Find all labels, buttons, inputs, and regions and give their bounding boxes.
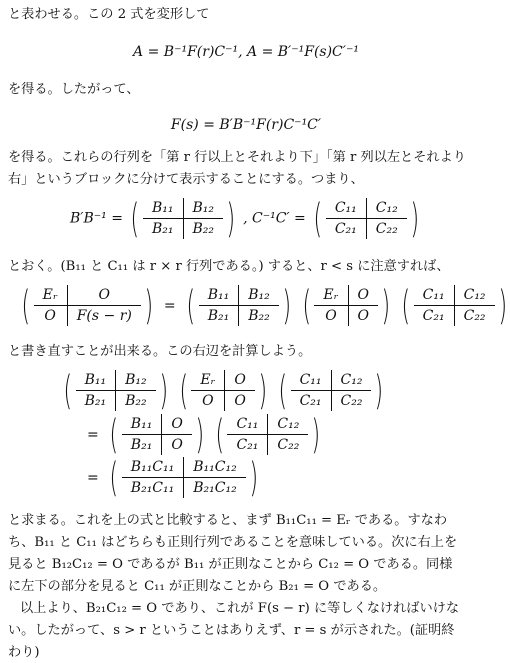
- text-line-6c: 見ると B₁₂C₁₂ = O であるが B₁₁ が正則なことから C₁₂ = O である。同様: [8, 557, 453, 572]
- paren-right: ): [282, 282, 291, 329]
- cell: O: [348, 285, 378, 306]
- paren-left: (: [130, 195, 140, 242]
- paren-right: ): [144, 282, 153, 329]
- matrix-F-blocks: [18, 282, 156, 329]
- text-line-3b: 右」というブロックに分けて表示することにする。つまり、: [8, 172, 364, 187]
- cell: C₁₂: [454, 285, 494, 306]
- text-line-5: と書き直すことが出来る。この右辺を計算しよう。: [8, 344, 312, 359]
- paren-right: ): [374, 367, 384, 414]
- matrix-B-blocks: [127, 195, 238, 242]
- cell: B₁₁: [76, 370, 116, 391]
- cell: B₁₁: [199, 285, 239, 306]
- cell: O: [171, 437, 183, 453]
- cell: B₂₁: [122, 435, 162, 456]
- cell: B₁₂: [116, 370, 156, 391]
- cell: O: [191, 391, 225, 412]
- cell: Eᵣ: [34, 285, 68, 306]
- cell: C₁₁: [291, 370, 331, 391]
- cell: B₁₂: [239, 285, 279, 306]
- text-line-1: と表わせる。この 2 式を変形して: [8, 7, 210, 22]
- matrix-C-blocks: [212, 411, 324, 458]
- text-line-4: とおく。(B₁₁ と C₁₁ は r × r 行列である。) すると、r < s に注意すれば、: [8, 259, 450, 274]
- cell: O: [314, 306, 348, 327]
- matrix-C-blocks: [275, 367, 387, 414]
- paren-right: ): [381, 282, 391, 329]
- paren-right: ): [159, 367, 168, 414]
- equation-1: A = B⁻¹F(r)C⁻¹, A = B′⁻¹F(s)C′⁻¹: [133, 44, 359, 60]
- paren-left: (: [63, 367, 73, 414]
- paren-left: (: [179, 367, 188, 414]
- cell: C₂₁: [326, 219, 366, 240]
- cell: B₁₁: [122, 414, 162, 435]
- paren-left: (: [109, 411, 119, 458]
- text-line-6a: と求まる。これを上の式と比較すると、まず B₁₁C₁₁ = Eᵣ である。すなわ: [8, 513, 448, 528]
- cell: O: [67, 285, 141, 306]
- text-line-6b: ち、B₁₁ と C₁₁ はどちらも正則行列であることを意味している。次に右上を: [8, 535, 458, 550]
- cell: B₂₁: [76, 391, 116, 412]
- cell: B₁₁C₁₂: [184, 457, 246, 478]
- cell: Eᵣ: [314, 285, 348, 306]
- cell: C₁₂: [268, 414, 308, 435]
- eq3-lhs-1: B′B⁻¹ =: [70, 210, 123, 227]
- cell: Eᵣ: [191, 370, 225, 391]
- cell: B₁₂: [183, 198, 223, 219]
- cell: F(s − r): [76, 308, 132, 324]
- eq3-lhs-2: , C⁻¹C′ =: [243, 210, 306, 227]
- matrix-E-blocks: [176, 367, 271, 414]
- paren-left: (: [109, 454, 119, 501]
- cell: O: [162, 414, 192, 435]
- cell: O: [234, 393, 246, 409]
- cell: C₂₁: [291, 391, 331, 412]
- cell: B₂₁C₁₂: [193, 480, 237, 496]
- text-line-2: を得る。したがって、: [8, 82, 140, 97]
- matrix-B-reduced: [106, 411, 207, 458]
- cell: B₂₁: [143, 219, 183, 240]
- matrix-C-blocks: [310, 195, 422, 242]
- matrix-B-blocks: [183, 282, 294, 329]
- cell: B₂₁C₁₁: [122, 478, 184, 499]
- matrix-product: [106, 454, 261, 501]
- computation-line-2: [84, 411, 324, 458]
- paren-left: (: [302, 282, 311, 329]
- equals-sign: =: [163, 297, 176, 314]
- paren-left: (: [401, 282, 411, 329]
- cell: C₂₂: [340, 393, 363, 409]
- cell: C₁₂: [366, 198, 406, 219]
- cell: C₂₂: [463, 308, 486, 324]
- cell: C₂₂: [277, 437, 300, 453]
- cell: O: [34, 306, 68, 327]
- equation-4: [18, 282, 510, 329]
- paren-left: (: [215, 411, 224, 458]
- paren-right: ): [498, 282, 507, 329]
- paren-right: ): [249, 454, 258, 501]
- cell: O: [357, 308, 369, 324]
- matrix-B-blocks: [60, 367, 171, 414]
- matrix-E-blocks: [299, 282, 394, 329]
- text-line-3a: を得る。これらの行列を「第 r 行以上とそれより下」「第 r 列以左とそれより: [8, 150, 466, 165]
- cell: C₁₁: [414, 285, 454, 306]
- computation-line-3: [84, 454, 261, 501]
- paren-left: (: [21, 282, 31, 329]
- equals-sign: =: [87, 469, 99, 486]
- paren-right: ): [226, 195, 236, 242]
- text-line-7c: わり): [8, 645, 40, 660]
- cell: C₂₂: [375, 221, 398, 237]
- computation-line-1: [60, 367, 387, 414]
- paren-right: ): [258, 367, 267, 414]
- paren-left: (: [278, 367, 288, 414]
- text-line-6d: に左下の部分を見ると C₁₁ が正則なことから B₂₁ = O である。: [8, 579, 387, 594]
- paren-left: (: [313, 195, 323, 242]
- cell: C₁₁: [326, 198, 366, 219]
- cell: B₁₁: [143, 198, 183, 219]
- matrix-C-blocks: [398, 282, 510, 329]
- equation-2: F(s) = B′B⁻¹F(r)C⁻¹C′: [170, 117, 322, 133]
- equals-sign: =: [87, 426, 99, 443]
- paren-right: ): [311, 411, 321, 458]
- paren-right: ): [195, 411, 204, 458]
- cell: C₂₁: [414, 306, 454, 327]
- cell: B₂₂: [125, 393, 147, 409]
- cell: O: [225, 370, 255, 391]
- paren-right: ): [410, 195, 419, 242]
- text-line-7a: 以上より、B₂₁C₁₂ = O であり、これが F(s − r) に等しくなければいけな: [20, 601, 460, 616]
- cell: B₁₁C₁₁: [122, 457, 184, 478]
- text-line-7b: い。したがって、s > r ということはありえず、r = s が示された。(証明終: [8, 623, 455, 638]
- cell: C₁₂: [331, 370, 371, 391]
- cell: B₂₁: [199, 306, 239, 327]
- cell: B₂₂: [192, 221, 215, 237]
- cell: C₁₁: [227, 414, 267, 435]
- cell: C₂₁: [227, 435, 267, 456]
- equation-3: [70, 195, 422, 242]
- paren-left: (: [186, 282, 196, 329]
- cell: B₂₂: [248, 308, 270, 324]
